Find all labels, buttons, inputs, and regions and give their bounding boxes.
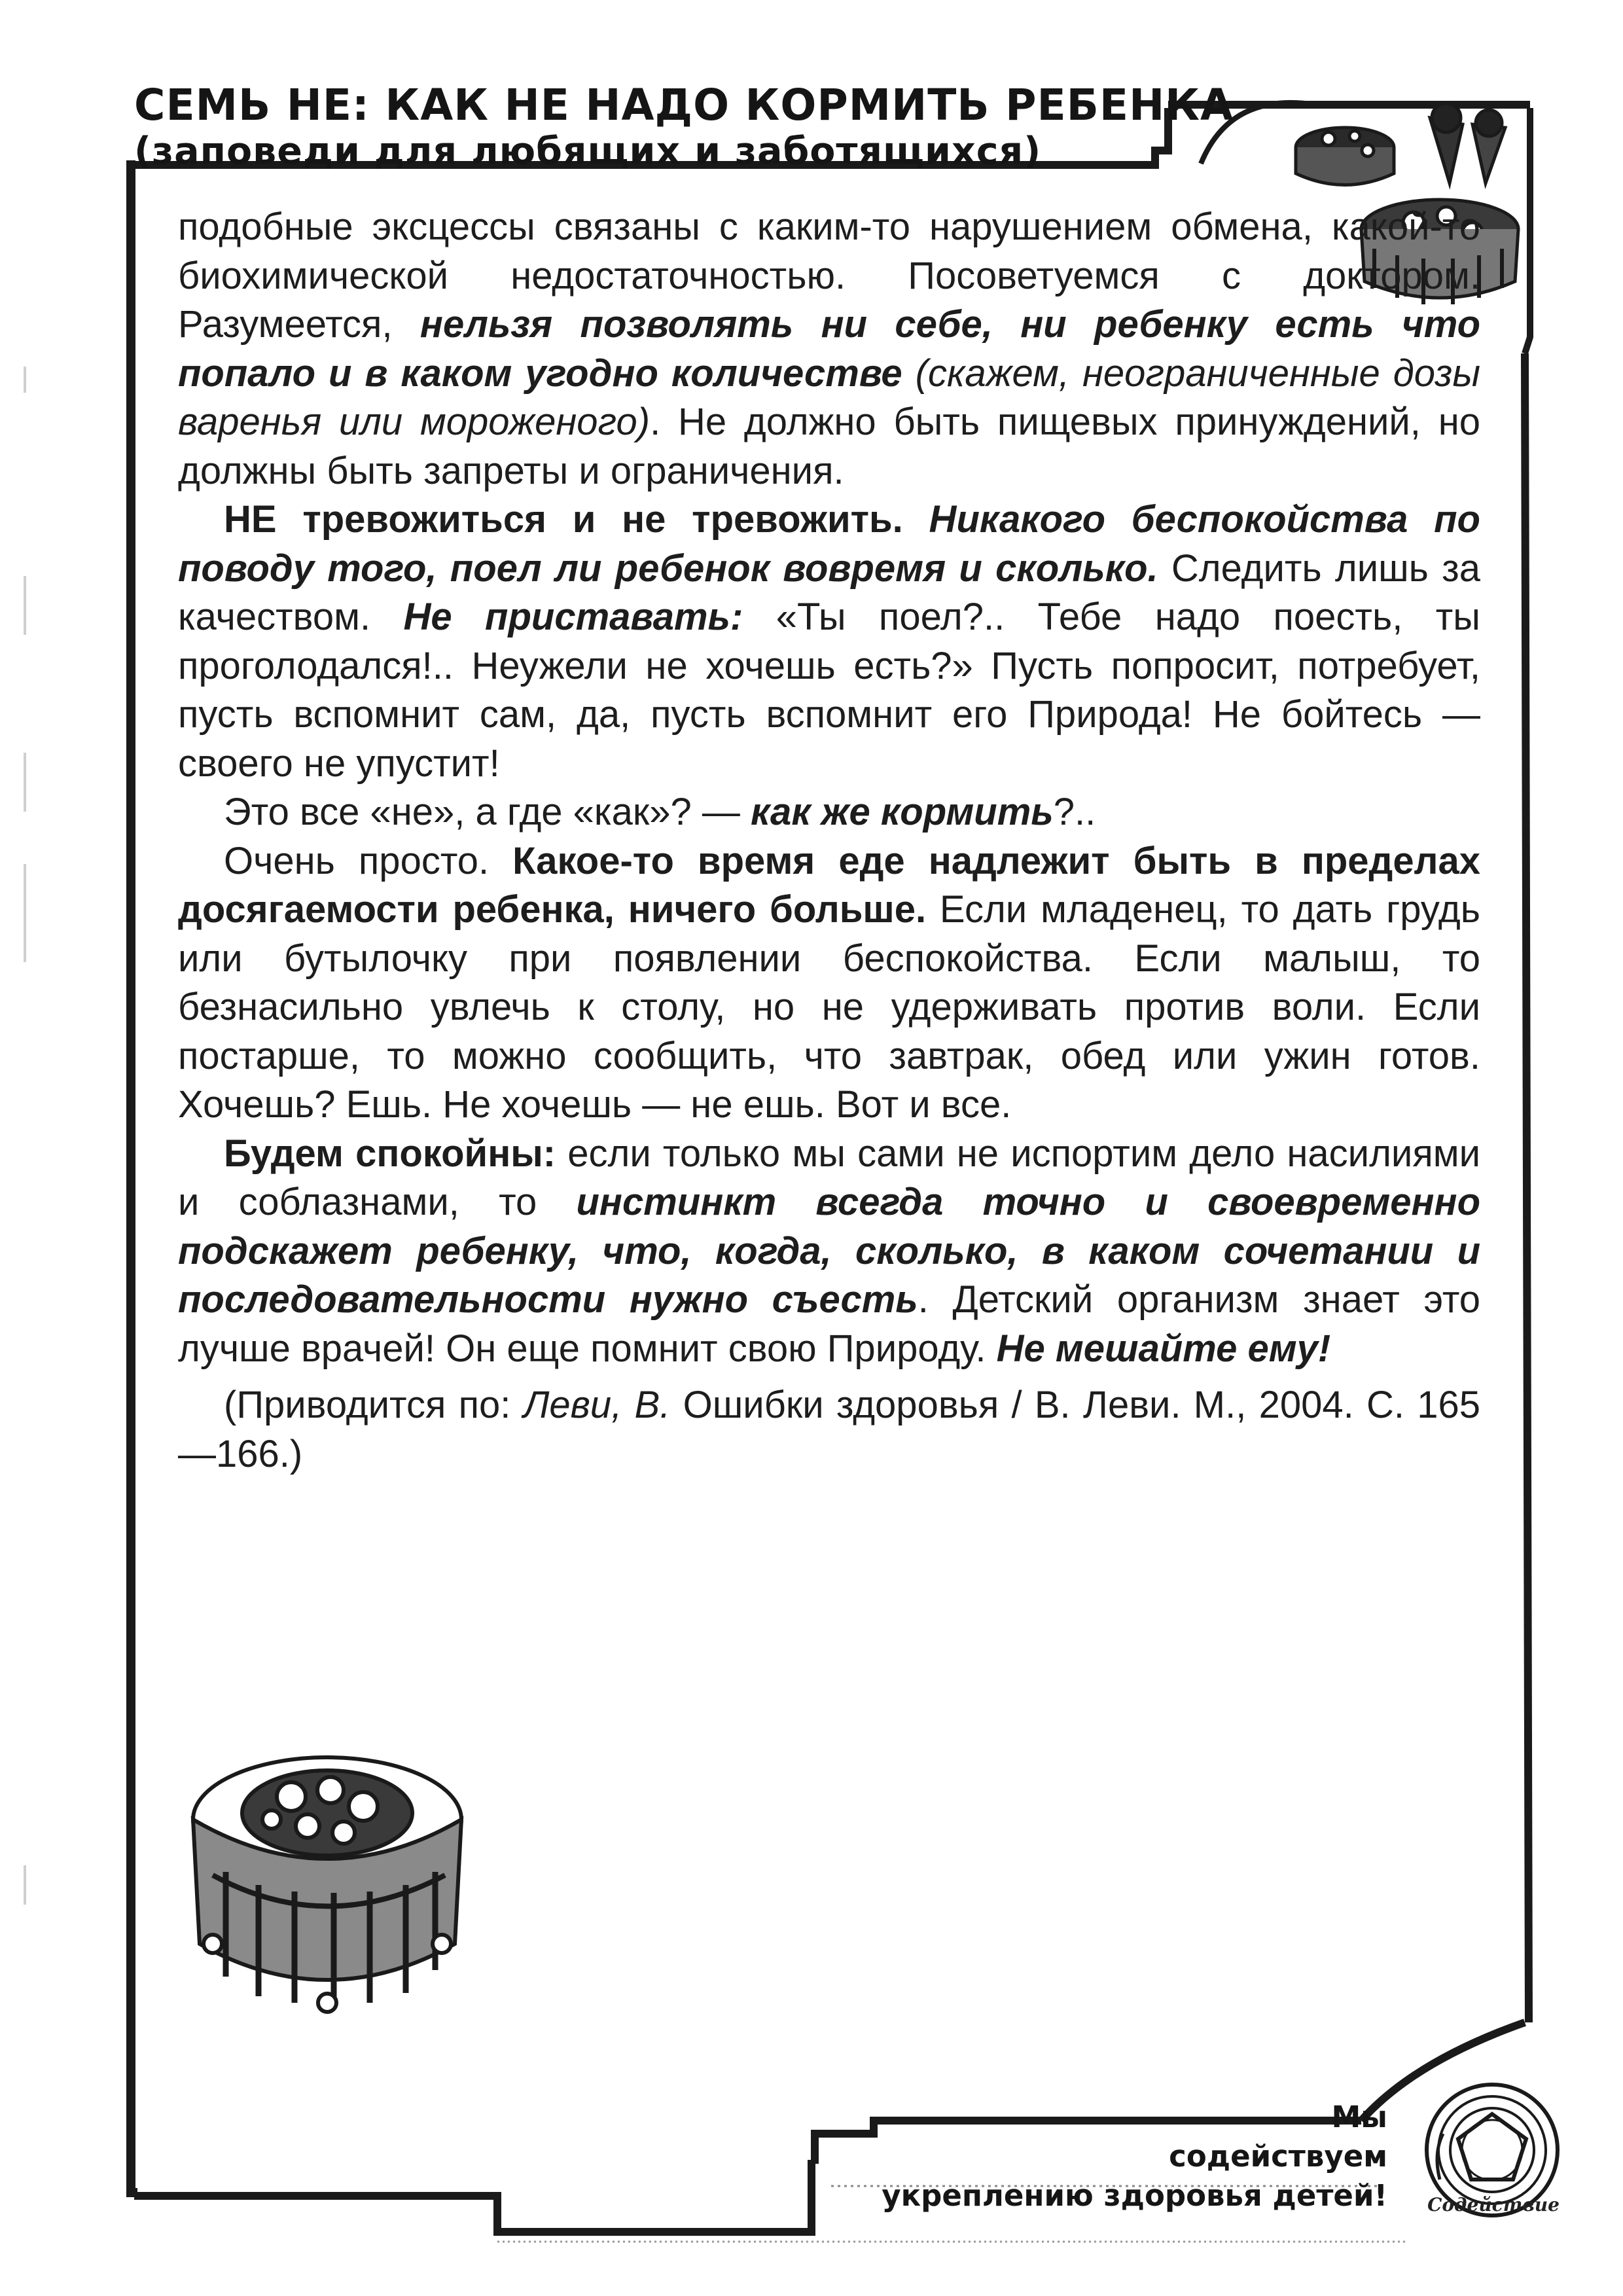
scan-mark [24, 367, 26, 393]
paragraph [178, 788, 1480, 837]
emphasis: нельзя позволять ни себе, ни ребенку есть что попало и в каком угодно количестве [178, 303, 1480, 395]
page-title: СЕМЬ НЕ: КАК НЕ НАДО КОРМИТЬ РЕБЕНКА [134, 80, 1234, 130]
emphasis: Никакого беспокойства по поводу того, поел ли ребенок вовремя и сколько. [178, 498, 1480, 590]
slogan-line: укреплению здоровья детей! [882, 2178, 1387, 2213]
text-run: Очень просто. [224, 839, 513, 882]
text-run: Ошибки здоровья / В. Леви. М., 2004. С. 165—166.) [178, 1384, 1481, 1475]
bold-run: НЕ тревожиться и не тревожить. [224, 498, 903, 541]
italic-run: (скажем, неограниченные дозы варенья или мороженого) [178, 351, 1480, 443]
page-subtitle: (заповеди для любящих и заботящихся) [134, 130, 1042, 173]
text-run: (Приводится по: [224, 1384, 524, 1426]
text-run: Если младенец, то дать грудь или бутылочку при появлении беспокойства. Если малыш, то безнасильно увлечь к столу, но не удерживать против воли. Если постарше, то можно сообщить, что завтрак, обед или ужин готов. Хочешь? Ешь. Не хочешь — не ешь. Вот и все. [178, 888, 1480, 1126]
text-run: ?.. [1053, 791, 1096, 833]
bold-run: Будем спокойны: [224, 1132, 556, 1175]
emphasis: Не приставать: [403, 596, 743, 638]
emphasis: как же кормить [750, 791, 1054, 833]
text-run: . Детский организм знает это лучше врачей! Он еще помнит свою Природу. [178, 1278, 1480, 1370]
logo-caption: Содействие [1427, 2194, 1560, 2215]
scan-mark [24, 753, 26, 812]
text-run: «Ты поел?.. Тебе надо поесть, ты проголодался!.. Неужели не хочешь есть?» Пусть попросит, потребует, пусть вспомнит сам, да, пусть вспомнит его Природа! Не бойтесь — своего не упустит! [178, 596, 1480, 785]
citation [178, 1381, 1480, 1479]
cake-illustration [173, 1728, 481, 2036]
text-run: подобные эксцессы связаны с каким-то нарушением обмена, какой-то биохимической недостаточностью. Посоветуемся с доктором. Разумеется, [178, 206, 1480, 346]
footer-slogan [882, 2098, 1387, 2215]
text-run: Следить лишь за качеством. [178, 547, 1480, 638]
paragraph [178, 203, 1480, 495]
article-body [178, 203, 1480, 1479]
emphasis: инстинкт всегда точно и своевременно подскажет ребенку, что, когда, сколько, в каком сочетании и последовательности нужно съесть [178, 1181, 1480, 1321]
slogan-line: содействуем [1169, 2139, 1387, 2174]
bold-run: Какое-то время еде надлежит быть в пределах досягаемости ребенка, ничего больше. [178, 839, 1480, 931]
scan-mark [24, 864, 26, 962]
paragraph [178, 1130, 1480, 1374]
paragraph [178, 837, 1480, 1130]
text-run: Это все «не», а где «как»? — [224, 791, 751, 833]
italic-run: Леви, В. [523, 1384, 671, 1426]
text-run: . Не должно быть пищевых принуждений, но должны быть запреты и ограничения. [178, 401, 1480, 492]
paragraph [178, 495, 1480, 788]
slogan-line: Мы [1331, 2100, 1387, 2134]
scan-mark [24, 1865, 26, 1905]
emphasis: Не мешайте ему! [996, 1327, 1331, 1370]
text-run: если только мы сами не испортим дело насилиями и соблазнами, то [178, 1132, 1480, 1223]
scan-mark [24, 576, 26, 635]
